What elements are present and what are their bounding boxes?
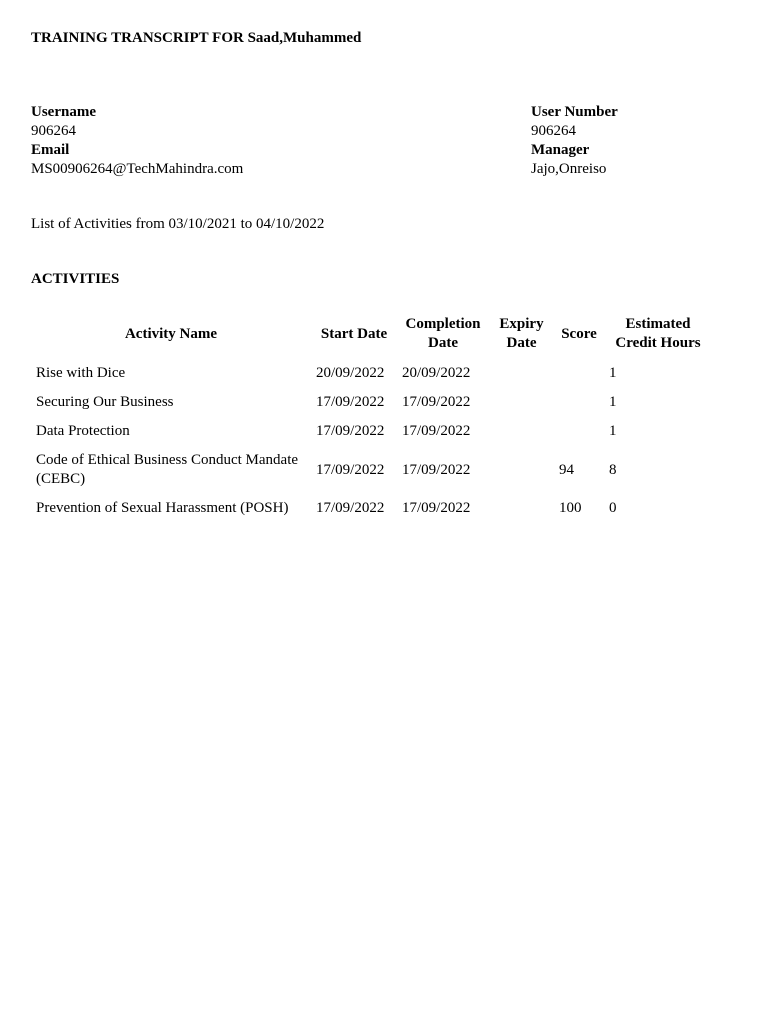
col-credit-label-1: Estimated <box>625 316 691 332</box>
cell-credit-hours: 1 <box>609 394 617 410</box>
col-score-label: Score <box>561 325 597 342</box>
table-row <box>31 359 712 388</box>
cell-credit-hours: 1 <box>609 365 617 381</box>
col-expiry-date <box>489 313 554 359</box>
cell-expiry-date <box>489 417 554 446</box>
email-label: Email <box>31 142 70 158</box>
cell-expiry-date <box>489 494 554 523</box>
activities-table <box>31 313 712 523</box>
cell-expiry-date <box>489 359 554 388</box>
col-expiry-label-2: Date <box>506 335 537 351</box>
table-row <box>31 494 712 523</box>
username-value: 906264 <box>31 123 76 139</box>
table-row <box>31 417 712 446</box>
user-info-right <box>531 103 618 179</box>
user-number-label: User Number <box>531 104 618 120</box>
cell-credit-hours: 1 <box>609 423 617 439</box>
cell-credit-hours: 0 <box>609 500 617 516</box>
table-row <box>31 388 712 417</box>
cell-activity-name: Securing Our Business <box>36 394 174 410</box>
cell-completion-date: 17/09/2022 <box>402 500 471 516</box>
cell-activity-name: Prevention of Sexual Harassment (POSH) <box>36 500 289 516</box>
cell-completion-date: 17/09/2022 <box>402 423 471 439</box>
manager-label: Manager <box>531 142 590 158</box>
cell-score: 100 <box>559 500 582 516</box>
user-info-left <box>31 103 243 179</box>
cell-completion-date: 17/09/2022 <box>402 394 471 410</box>
col-credit-hours <box>604 313 712 359</box>
activities-table-header <box>31 313 712 359</box>
col-start-date-label: Start Date <box>320 325 388 342</box>
col-completion-label-1: Completion <box>405 316 481 332</box>
col-score <box>554 313 604 359</box>
col-activity-name-label: Activity Name <box>124 325 218 342</box>
cell-activity-name: Data Protection <box>36 423 130 439</box>
col-activity-name <box>31 313 311 359</box>
header-row <box>31 313 712 359</box>
cell-score <box>554 359 604 388</box>
cell-start-date: 17/09/2022 <box>316 461 385 478</box>
email-value: MS00906264@TechMahindra.com <box>31 161 244 177</box>
table-row <box>31 446 712 494</box>
col-start-date <box>311 313 397 359</box>
user-number-value: 906264 <box>531 123 576 139</box>
cell-score <box>554 388 604 417</box>
cell-expiry-date <box>489 388 554 417</box>
cell-start-date: 17/09/2022 <box>316 500 385 516</box>
cell-expiry-date <box>489 446 554 494</box>
col-completion-date <box>397 313 489 359</box>
cell-activity-name: Rise with Dice <box>36 365 126 381</box>
activity-date-range: List of Activities from 03/10/2021 to 04/10/2022 <box>31 216 325 232</box>
col-completion-label-2: Date <box>428 335 458 351</box>
cell-score: 94 <box>559 461 574 478</box>
cell-activity-name: Code of Ethical Business Conduct Mandate (CEBC) <box>36 452 299 487</box>
cell-completion-date: 20/09/2022 <box>402 365 471 381</box>
col-credit-label-2: Credit Hours <box>615 335 701 351</box>
cell-start-date: 20/09/2022 <box>316 365 385 381</box>
cell-start-date: 17/09/2022 <box>316 423 385 439</box>
manager-value: Jajo,Onreiso <box>531 161 607 177</box>
cell-completion-date: 17/09/2022 <box>402 461 471 478</box>
activities-table-body <box>31 359 712 523</box>
cell-score <box>554 417 604 446</box>
page-title: TRAINING TRANSCRIPT FOR Saad,Muhammed <box>31 30 362 46</box>
username-label: Username <box>31 104 96 120</box>
col-expiry-label-1: Expiry <box>499 316 544 332</box>
cell-credit-hours: 8 <box>609 461 617 478</box>
activities-heading: ACTIVITIES <box>31 271 120 287</box>
cell-start-date: 17/09/2022 <box>316 394 385 410</box>
